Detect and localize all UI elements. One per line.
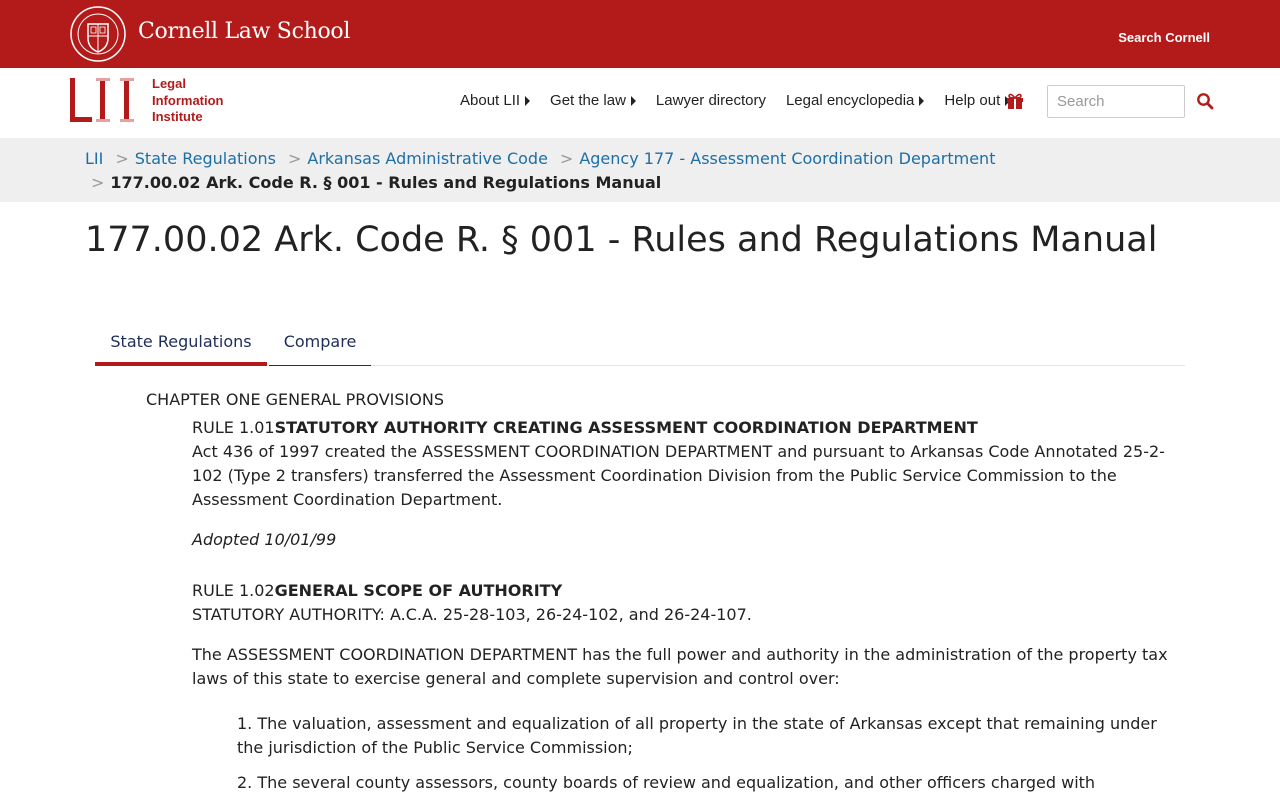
statutory-authority: STATUTORY AUTHORITY: A.C.A. 25-28-103, 26-24-102, and 26-24-107. bbox=[192, 605, 752, 624]
chapter-heading: CHAPTER ONE GENERAL PROVISIONS bbox=[146, 390, 444, 409]
cornell-seal-icon[interactable] bbox=[70, 6, 126, 62]
nav-item-lawyer-directory[interactable] bbox=[656, 92, 766, 109]
nav-item-legal-encyclopedia[interactable] bbox=[786, 92, 924, 109]
gift-icon[interactable] bbox=[1005, 90, 1025, 110]
rule-heading bbox=[192, 579, 562, 603]
breadcrumb-current: 177.00.02 Ark. Code R. § 001 - Rules and Regulations Manual bbox=[110, 173, 662, 192]
rule-paragraph: The ASSESSMENT COORDINATION DEPARTMENT has the full power and authority in the administration of the property tax laws of this state to exercise general and complete supervision and control over: bbox=[192, 645, 1168, 688]
rule-paragraph: Act 436 of 1997 created the ASSESSMENT COORDINATION DEPARTMENT and pursuant to Arkansas Code Annotated 25-2-102 (Type 2 transfers) transferred the Assessment Coordination Division from the Public Service Commission to the Assessment Coordination Department. bbox=[192, 442, 1165, 509]
tab-state-regulations[interactable]: State Regulations bbox=[95, 322, 267, 366]
search-input[interactable]: Search bbox=[1047, 85, 1185, 118]
lii-name-line1: Legal bbox=[152, 76, 186, 91]
lii-name-line3: Institute bbox=[152, 109, 203, 124]
nav-item-label: Help out bbox=[944, 92, 1001, 109]
breadcrumb bbox=[0, 138, 1280, 202]
rule-heading bbox=[192, 416, 978, 440]
breadcrumb-link-arkansas-code[interactable]: Arkansas Administrative Code bbox=[307, 149, 548, 168]
lii-logo-icon[interactable] bbox=[70, 78, 142, 122]
caret-right-icon bbox=[631, 96, 636, 106]
breadcrumb-separator: > bbox=[287, 149, 302, 168]
nav-item-label: Lawyer directory bbox=[655, 92, 766, 109]
caret-right-icon bbox=[525, 96, 530, 106]
lii-name[interactable] bbox=[152, 76, 224, 126]
nav-item-label: Get the law bbox=[550, 92, 626, 109]
breadcrumb-link-lii[interactable]: LII bbox=[85, 149, 104, 168]
main-nav bbox=[460, 92, 1030, 109]
breadcrumb-separator: > bbox=[91, 173, 105, 192]
cornell-law-school-title[interactable]: Cornell Law School bbox=[138, 19, 351, 44]
page-title: 177.00.02 Ark. Code R. § 001 - Rules and Regulations Manual bbox=[85, 220, 1158, 260]
breadcrumb-separator: > bbox=[559, 149, 574, 168]
adopted-note bbox=[192, 528, 1172, 552]
lii-header bbox=[0, 68, 1280, 138]
breadcrumb-link-state-regulations[interactable]: State Regulations bbox=[134, 149, 276, 168]
breadcrumb-link-agency-177[interactable]: Agency 177 - Assessment Coordination Department bbox=[579, 149, 996, 168]
nav-item-about-lii[interactable] bbox=[460, 92, 530, 109]
caret-right-icon bbox=[919, 96, 924, 106]
cornell-header-bar bbox=[0, 0, 1280, 68]
rule-title: STATUTORY AUTHORITY CREATING ASSESSMENT COORDINATION DEPARTMENT bbox=[274, 418, 978, 437]
search-icon[interactable] bbox=[1196, 92, 1214, 110]
rule-title: GENERAL SCOPE OF AUTHORITY bbox=[274, 581, 563, 600]
list-item: 1. The valuation, assessment and equalization of all property in the state of Arkansas except that remaining under the jurisdiction of the Public Service Commission; bbox=[237, 714, 1157, 757]
list-item: 2. The several county assessors, county boards of review and equalization, and other officers charged with bbox=[237, 773, 1096, 792]
lii-name-line2: Information bbox=[152, 92, 224, 108]
adopted-text: Adopted 10/01/99 bbox=[192, 530, 337, 549]
breadcrumb-separator: > bbox=[115, 149, 129, 168]
rule-number: RULE 1.02 bbox=[192, 581, 275, 600]
tab-compare[interactable]: Compare bbox=[269, 322, 371, 366]
nav-item-get-the-law[interactable] bbox=[550, 92, 636, 109]
search-cornell-link[interactable]: Search Cornell bbox=[1118, 30, 1210, 45]
nav-item-label: Legal encyclopedia bbox=[785, 92, 915, 109]
breadcrumb-row bbox=[91, 173, 661, 192]
breadcrumb-row bbox=[85, 149, 995, 168]
nav-item-label: About LII bbox=[460, 92, 521, 109]
tab-bar bbox=[95, 322, 1185, 366]
nav-item-help-out[interactable] bbox=[944, 92, 1010, 109]
rule-number: RULE 1.01 bbox=[192, 418, 275, 437]
